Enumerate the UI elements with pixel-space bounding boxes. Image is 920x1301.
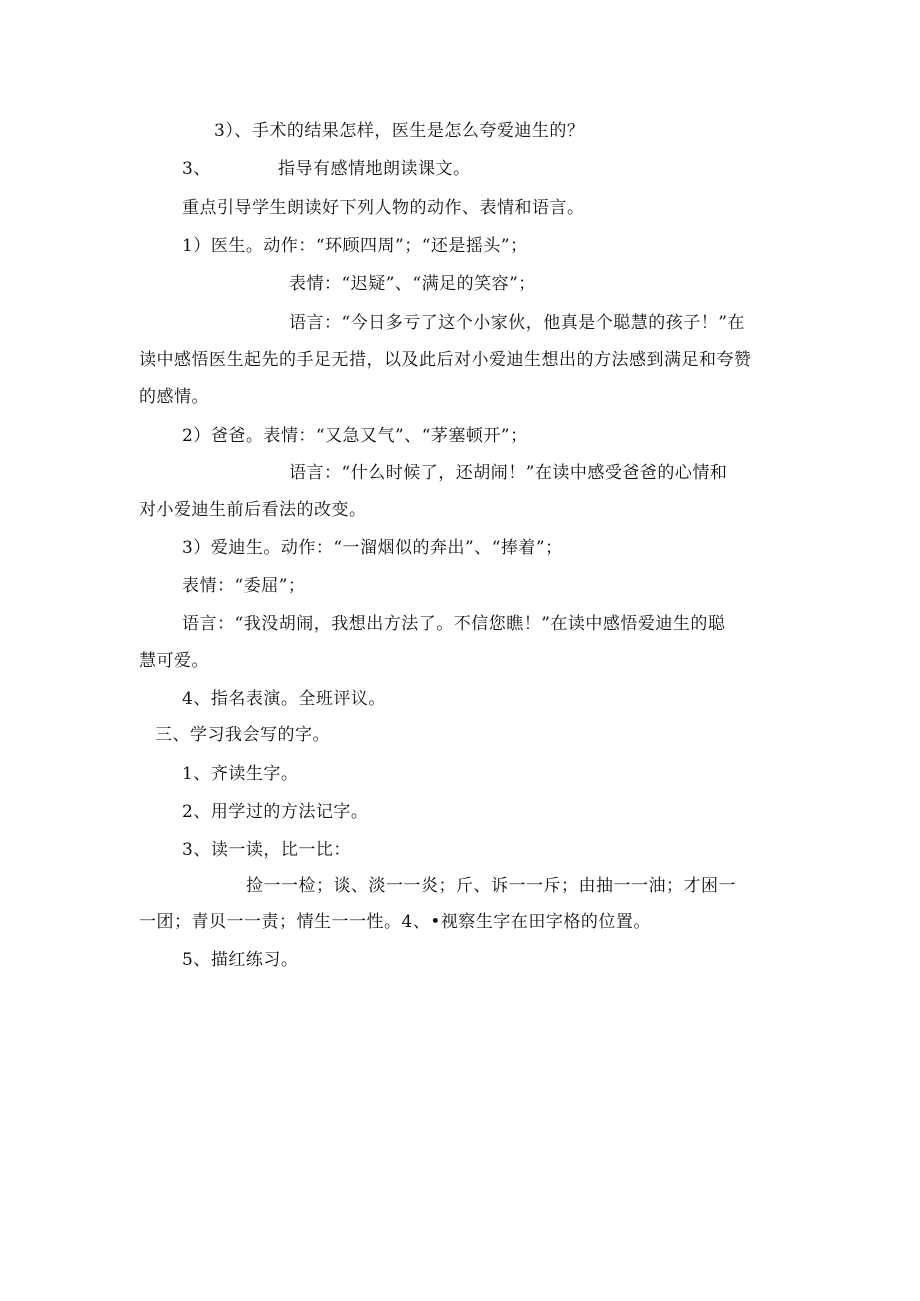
text-line: 语言：“什么时候了，还胡闹！”在读中感受爸爸的心情和 [289,463,728,483]
text-line: 一团；青贝一一责；情生一一性。4、•视察生字在田字格的位置。 [139,912,651,932]
text-line: 对小爱迪生前后看法的改变。 [139,500,367,520]
section-heading: 三、学习我会写的字。 [155,725,330,745]
text-line: 语言：“我没胡闹，我想出方法了。不信您瞧！”在读中感悟爱迪生的聪 [182,614,726,634]
text-line: 重点引导学生朗读好下列人物的动作、表情和语言。 [182,198,585,218]
text-line: 3、读一读，比一比： [182,840,351,860]
text-line: 语言：“今日多亏了这个小家伙，他真是个聪慧的孩子！”在 [289,313,745,333]
text-line: 的感情。 [139,387,209,407]
text-line: 读中感悟医生起先的手足无措，以及此后对小爱迪生想出的方法感到满足和夸赞 [139,350,752,370]
text-line: 1）医生。动作：“环顾四周”；“还是摇头”； [182,236,528,256]
text-line: 慧可爱。 [139,651,209,671]
text-line: 2、用学过的方法记字。 [182,802,369,822]
text-line: 表情：“委屈”； [182,576,306,596]
text-line: 表情：“迟疑”、“满足的笑容”； [289,274,536,294]
text-line: 3）爱迪生。动作：“一溜烟似的奔出”、“捧着”； [182,538,563,558]
list-item-text: 指导有感情地朗读课文。 [278,159,471,179]
text-line: 3）、手术的结果怎样，医生是怎么夸爱迪生的？ [214,121,585,141]
text-line: 5、描红练习。 [182,950,299,970]
list-number: 3、 [182,159,211,179]
text-line: 1、齐读生字。 [182,764,299,784]
text-line: 2）爸爸。表情：“又急又气”、“茅塞顿开”； [182,426,528,446]
text-line: 4、指名表演。全班评议。 [182,689,386,709]
text-line [182,157,471,181]
text-line: 捡一一检；谈、淡一一炎；斤、诉一一斥；由抽一一油；才困一 [246,876,736,896]
